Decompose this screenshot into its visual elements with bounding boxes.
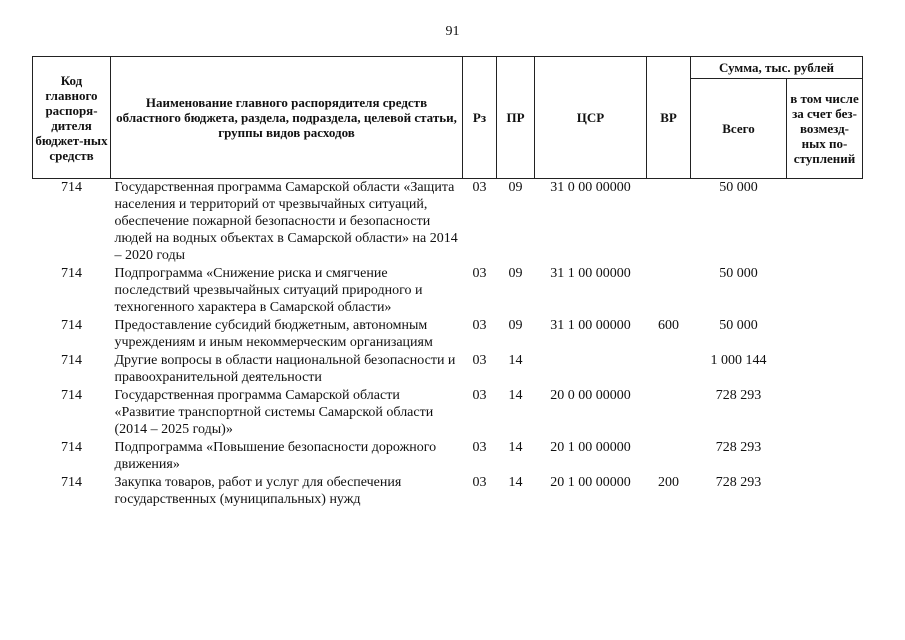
table-row [33, 438, 863, 473]
cell-gratuitous [787, 264, 863, 316]
cell-name: Государственная программа Самарской области «Защита населения и территорий от чрезвычайных ситуаций, обеспечение пожарной безопасности и безопасности людей на водных объектах в Самарской области» на 2014 – 2020 годы [114, 180, 458, 263]
cell-gratuitous [787, 179, 863, 265]
cell-vr [647, 438, 691, 473]
cell-rz: 03 [472, 318, 487, 333]
cell-total: 728 293 [715, 440, 762, 455]
cell-gratuitous [787, 473, 863, 508]
header-vr: ВР [647, 57, 691, 179]
cell-code: 714 [61, 440, 82, 455]
cell-total: 50 000 [719, 266, 758, 281]
header-sum: Сумма, тыс. рублей [691, 57, 863, 79]
cell-csr: 31 1 00 00000 [550, 318, 631, 333]
cell-rz: 03 [472, 388, 487, 403]
header-total: Всего [691, 79, 787, 179]
cell-code: 714 [61, 353, 82, 368]
cell-csr: 31 1 00 00000 [550, 266, 631, 281]
table-row [33, 264, 863, 316]
cell-gratuitous [787, 316, 863, 351]
cell-total: 50 000 [719, 318, 758, 333]
header-csr: ЦСР [535, 57, 647, 179]
cell-gratuitous [787, 438, 863, 473]
cell-code: 714 [61, 388, 82, 403]
cell-rz: 03 [472, 180, 487, 195]
cell-pr: 09 [508, 180, 523, 195]
cell-vr [647, 386, 691, 438]
cell-code: 714 [61, 318, 82, 333]
cell-total: 1 000 144 [710, 353, 767, 368]
cell-vr [647, 179, 691, 265]
cell-rz: 03 [472, 266, 487, 281]
cell-csr: 31 0 00 00000 [550, 180, 631, 195]
header-name: Наименование главного распорядителя средств областного бюджета, раздела, подраздела, целевой статьи, группы видов расходов [111, 57, 463, 179]
cell-vr: 600 [658, 318, 679, 333]
cell-vr [647, 351, 691, 386]
cell-rz: 03 [472, 353, 487, 368]
cell-rz: 03 [472, 440, 487, 455]
cell-code: 714 [61, 475, 82, 490]
table-row [33, 473, 863, 508]
table-row [33, 316, 863, 351]
table-header [33, 57, 863, 179]
cell-csr: 20 1 00 00000 [550, 475, 631, 490]
cell-name: Подпрограмма «Снижение риска и смягчение последствий чрезвычайных ситуаций природного и техногенного характера в Самарской области» [114, 266, 423, 315]
table-row [33, 351, 863, 386]
cell-pr: 14 [508, 440, 523, 455]
cell-total: 728 293 [715, 388, 762, 403]
table-row [33, 179, 863, 265]
cell-pr: 09 [508, 318, 523, 333]
cell-name: Предоставление субсидий бюджетным, автономным учреждениям и иным некоммерческим организациям [114, 318, 433, 350]
cell-name: Подпрограмма «Повышение безопасности дорожного движения» [114, 440, 437, 472]
cell-pr: 09 [508, 266, 523, 281]
budget-table [32, 56, 863, 508]
cell-pr: 14 [508, 388, 523, 403]
cell-gratuitous [787, 386, 863, 438]
cell-name: Закупка товаров, работ и услуг для обеспечения государственных (муниципальных) нужд [114, 475, 402, 507]
header-pr: ПР [497, 57, 535, 179]
cell-name: Другие вопросы в области национальной безопасности и правоохранительной деятельности [114, 353, 456, 385]
page-number: 91 [445, 24, 460, 39]
cell-vr [647, 264, 691, 316]
cell-csr: 20 1 00 00000 [550, 440, 631, 455]
header-rz: Рз [463, 57, 497, 179]
cell-rz: 03 [472, 475, 487, 490]
cell-code: 714 [61, 180, 82, 195]
cell-pr: 14 [508, 475, 523, 490]
cell-pr: 14 [508, 353, 523, 368]
cell-total: 728 293 [715, 475, 762, 490]
cell-csr [535, 351, 647, 386]
table-row [33, 386, 863, 438]
header-gratuitous: в том числе за счет без-возмезд-ных по-ступлений [787, 79, 863, 179]
cell-code: 714 [61, 266, 82, 281]
table-body [33, 179, 863, 509]
cell-name: Государственная программа Самарской области «Развитие транспортной системы Самарской области (2014 – 2025 годы)» [114, 388, 434, 437]
cell-gratuitous [787, 351, 863, 386]
cell-csr: 20 0 00 00000 [550, 388, 631, 403]
cell-total: 50 000 [719, 180, 758, 195]
cell-vr: 200 [658, 475, 679, 490]
header-code: Код главного распоря-дителя бюджет-ных средств [33, 57, 111, 179]
